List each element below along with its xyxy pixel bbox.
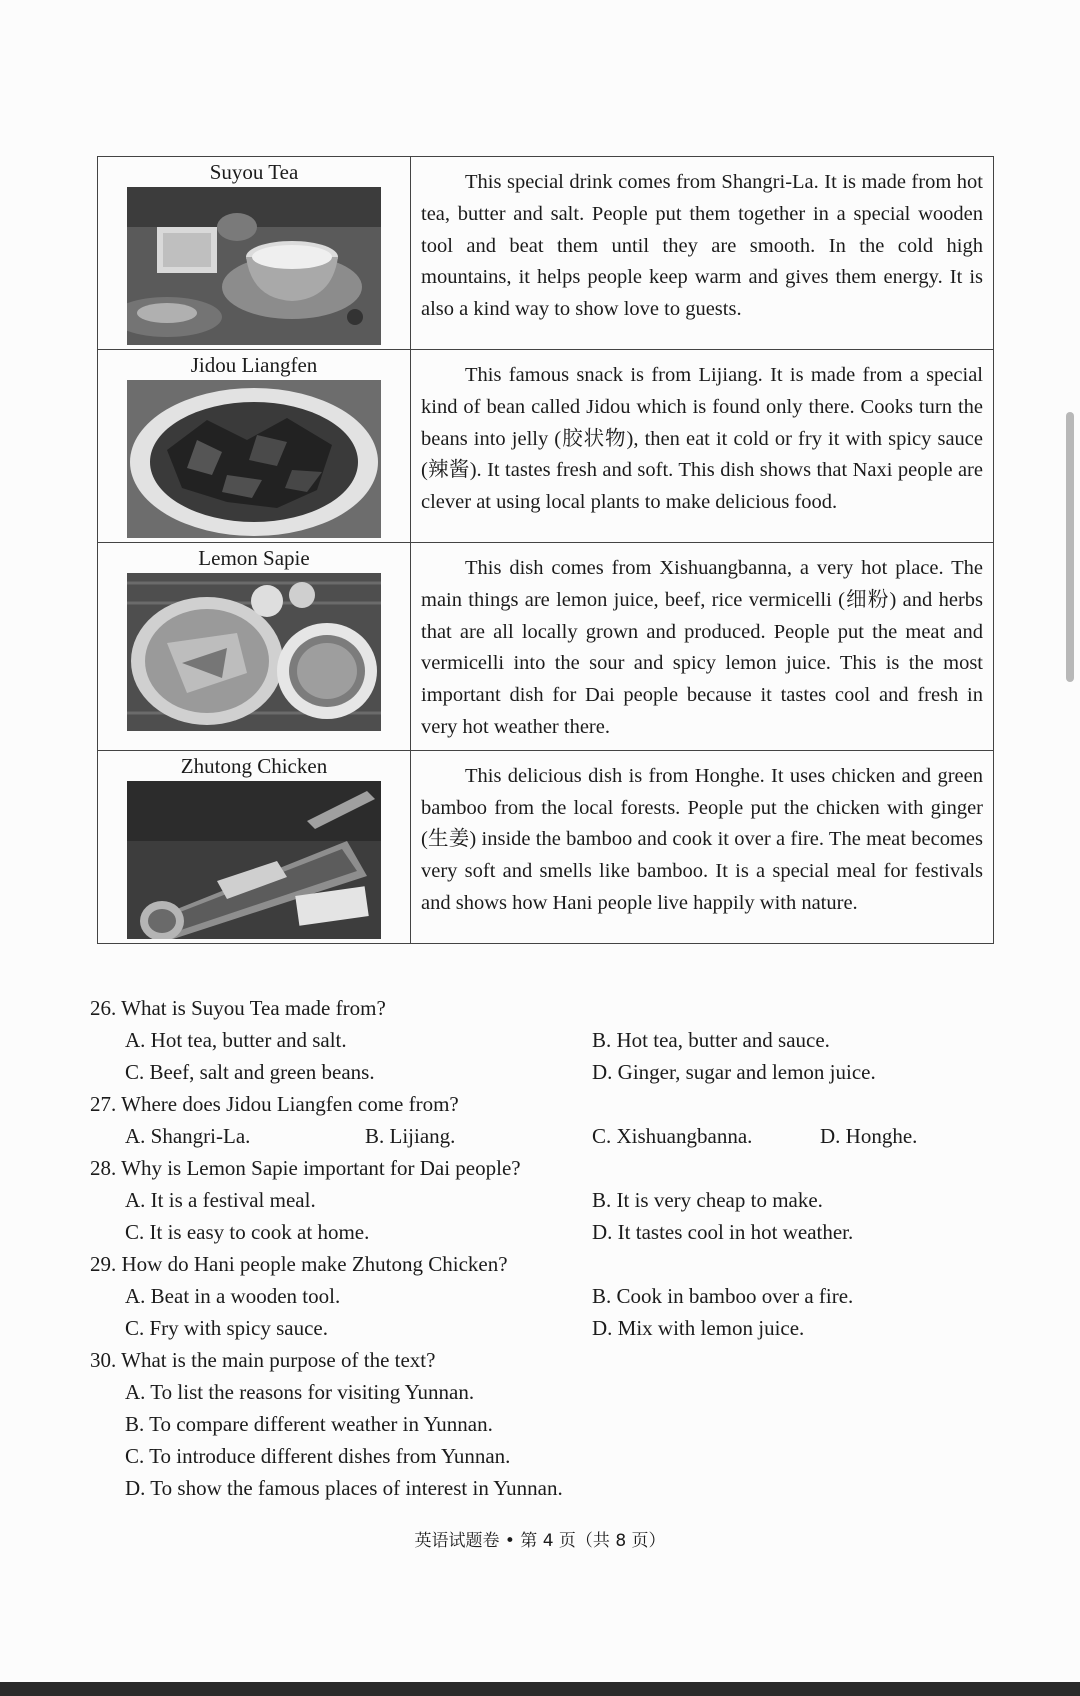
dish-name: Lemon Sapie	[198, 546, 310, 570]
q27-option-c[interactable]: C. Xishuangbanna.	[592, 1124, 753, 1148]
q29-option-b[interactable]: B. Cook in bamboo over a fire.	[592, 1284, 854, 1308]
question-28-options-row2	[90, 1216, 990, 1248]
dish-description-cell	[411, 350, 994, 543]
dish-description-cell	[411, 157, 994, 350]
q30-option-c[interactable]: C. To introduce different dishes from Yunnan.	[125, 1444, 511, 1468]
q30-option-b[interactable]: B. To compare different weather in Yunnan.	[125, 1412, 493, 1436]
q30-option-d[interactable]: D. To show the famous places of interest in Yunnan.	[125, 1476, 563, 1500]
table-row	[98, 157, 994, 350]
dish-name: Suyou Tea	[209, 160, 299, 184]
q28-option-a[interactable]: A. It is a festival meal.	[125, 1188, 316, 1212]
question-26-options-row2	[90, 1056, 990, 1088]
q26-option-a[interactable]: A. Hot tea, butter and salt.	[125, 1028, 347, 1052]
q29-option-d[interactable]: D. Mix with lemon juice.	[592, 1316, 805, 1340]
lemon-sapie-photo	[127, 573, 381, 731]
dish-name: Jidou Liangfen	[190, 353, 318, 377]
q27-option-b[interactable]: B. Lijiang.	[365, 1124, 456, 1148]
q28-option-c[interactable]: C. It is easy to cook at home.	[125, 1220, 370, 1244]
question-26-stem: 26. What is Suyou Tea made from?	[90, 996, 386, 1020]
page-footer: 英语试题卷 • 第 4 页（共 8 页）	[414, 1531, 666, 1551]
dish-description: This famous snack is from Lijiang. It is made from a special kind of bean called Jidou which is found only there. Cooks turn the beans into jelly (胶状物), then eat it cold or fry it with spicy sauce (辣酱). It tastes fresh and soft. This dish shows that Naxi people are clever at using local plants to make delicious food.	[421, 364, 983, 514]
question-27-options-row	[90, 1120, 990, 1152]
question-26-options-row1	[90, 1024, 990, 1056]
bottom-bar	[0, 1682, 1080, 1696]
questions-section	[90, 992, 990, 1504]
dish-description: This delicious dish is from Honghe. It uses chicken and green bamboo from the local forests. People put the chicken with ginger (生姜) inside the bamboo and cook it over a fire. The meat becomes very soft and smells like bamboo. It is a special meal for festivals and shows how Hani people live happily with nature.	[421, 764, 983, 914]
question-29-options-row1	[90, 1280, 990, 1312]
dish-description-cell	[411, 543, 994, 751]
table-row	[98, 750, 994, 943]
q28-option-d[interactable]: D. It tastes cool in hot weather.	[592, 1220, 854, 1244]
dish-image-cell	[98, 157, 411, 350]
jidou-liangfen-photo	[127, 380, 381, 538]
dish-description-cell	[411, 750, 994, 943]
question-28-options-row1	[90, 1184, 990, 1216]
table-row	[98, 350, 994, 543]
q26-option-c[interactable]: C. Beef, salt and green beans.	[125, 1060, 375, 1084]
dish-image-cell	[98, 750, 411, 943]
dishes-table	[97, 156, 994, 944]
q27-option-d[interactable]: D. Honghe.	[820, 1124, 918, 1148]
zhutong-chicken-photo	[127, 781, 381, 939]
question-27-stem: 27. Where does Jidou Liangfen come from?	[90, 1092, 459, 1116]
dish-image-cell	[98, 543, 411, 751]
q29-option-a[interactable]: A. Beat in a wooden tool.	[125, 1284, 341, 1308]
dish-description: This dish comes from Xishuangbanna, a very hot place. The main things are lemon juice, beef, rice vermicelli (细粉) and herbs that are all locally grown and produced. People put the meat and vermicelli into the sour and spicy lemon juice. This is the most important dish for Dai people because it tastes cool and fresh in very hot weather there.	[421, 557, 983, 738]
scrollbar-thumb[interactable]	[1066, 412, 1074, 682]
suyou-tea-photo	[127, 187, 381, 345]
q27-option-a[interactable]: A. Shangri-La.	[125, 1124, 251, 1148]
q26-option-d[interactable]: D. Ginger, sugar and lemon juice.	[592, 1060, 876, 1084]
q29-option-c[interactable]: C. Fry with spicy sauce.	[125, 1316, 328, 1340]
question-30-stem: 30. What is the main purpose of the text?	[90, 1348, 436, 1372]
dish-image-cell	[98, 350, 411, 543]
dish-name: Zhutong Chicken	[180, 753, 328, 778]
q28-option-b[interactable]: B. It is very cheap to make.	[592, 1188, 823, 1212]
table-row	[98, 543, 994, 751]
dish-description: This special drink comes from Shangri-La. It is made from hot tea, butter and salt. People put them together in a special wooden tool and beat them until they are smooth. In the cold high mountains, it helps people keep warm and gives them energy. It is also a kind way to show love to guests.	[421, 171, 983, 321]
question-29-options-row2	[90, 1312, 990, 1344]
question-29-stem: 29. How do Hani people make Zhutong Chicken?	[90, 1252, 508, 1276]
q26-option-b[interactable]: B. Hot tea, butter and sauce.	[592, 1028, 830, 1052]
q30-option-a[interactable]: A. To list the reasons for visiting Yunnan.	[125, 1380, 475, 1404]
question-28-stem: 28. Why is Lemon Sapie important for Dai people?	[90, 1156, 521, 1180]
